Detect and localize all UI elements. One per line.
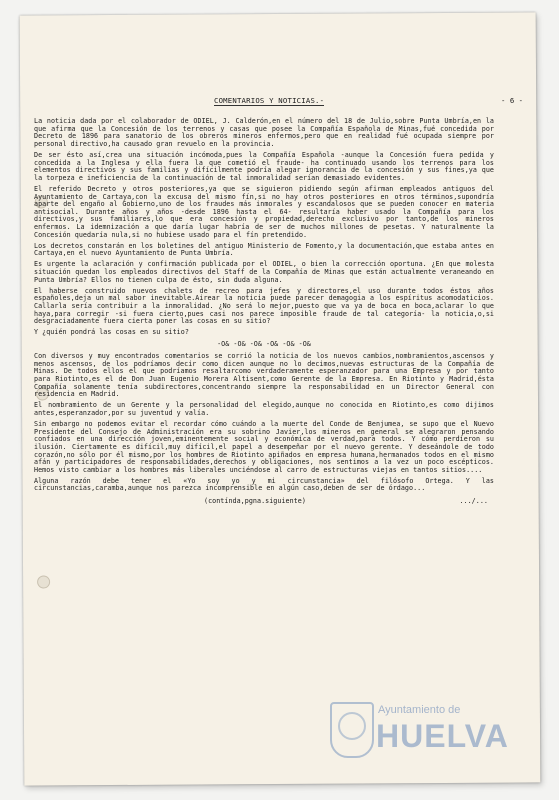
paragraph: El referido Decreto y otros posteriores,ya que se siguieron pidiendo según afirman empleados antiguos del Ayuntamiento de Cartaya,con la excusa del mismo fín,si no hay otros posteriores en otros términos,supondría aparte del engaño al Gobierno,uno de los fraudes más inmorales y escandalosos que se pueden conocer en materia antisocial. Durante años y años -desde 1896 hasta el 64- resultaría haber usado la Compañía para los directivos,y sus familiares,lo que era concesión y propiedad,derecho exclusivo por tanto,de los mineros enfermos. La idemnización a que daría lugar habría de ser de muchos millones de pesetas. Y naturalmente la Concesión quedaría nula,si no hubiese usado para el fín pretendido. <box>34 184 494 239</box>
paragraph: Alguna razón debe tener el «Yo soy yo y mi circunstancia» del filósofo Ortega. Y las circunstancias,caramba,aunque nos parezca incomprensible en algún caso,deben de ser de órdago... <box>34 476 494 493</box>
page-footer <box>34 498 494 508</box>
paragraph: Sin embargo no podemos evitar el recordar cómo cuándo a la muerte del Conde de Benjumea, se supo que el Nuevo Presidente del Consejo de Administración era su sobrino Javier,los mineros en general se alegraron pensando confiados en una dirección joven,eminentemente social y económica de verdad,para todos. Y cómo perdieron su ilusión. Ciertamente es difícil,muy difícil,el papel a desempeñar por el nuevo gerente. Y deseándole de todo corazón,no sólo por él mismo,por los hombres de Riotinto apiñados en empresa humana,hermanados todos en el mismo afán y participadores de responsabilidades,derechos y obligaciones, nos sentimos a la vez un poco escépticos. Hemos visto cambiar a los hombres más liberales unciéndose al carro de estructuras viejas en tantos sitios.... <box>34 420 494 474</box>
document-body <box>34 118 494 508</box>
paragraph: El nombramiento de un Gerente y la personalidad del elegido,aunque no conocida en Riotinto,es como dijimos antes,esperanzador,por su juventud y valía. <box>34 401 494 417</box>
watermark-small-text: Ayuntamiento de <box>378 704 461 716</box>
paragraph: El haberse construido nuevos chalets de recreo para jefes y directores,el uso durante todos éstos años españoles,deja un mal sabor inevitable.Airear la noticia puede parecer demagogia a los espíritus acomodaticios. Callarla sería contribuir a la inmoralidad. ¿No será lo mejor,puesto que va ya de boca en boca,aclarar lo que haya,para corregir -si fuera cierto,pues casi nos parece imposible fraude de tal categoría- la noticia,o,si desgraciadamente fuera cierta poner las cosas en su sitio? <box>34 286 494 326</box>
paragraph: Y ¿quién pondrá las cosas en su sitio? <box>34 328 189 337</box>
paragraph: La noticia dada por el colaborador de ODIEL, J. Calderón,en el número del 18 de Julio,sobre Punta Umbría,en la que afirma que la Concesión de los terrenos y casas que posee la Compañía Española de Minas,fué concedida por Decreto de 1896 para sanatorio de los obreros mineros enfermos,pero que en realidad fué ocupada siempre por personal directivo,ha causado gran revuelo en la provincia. <box>34 117 494 148</box>
section-title: COMENTARIOS Y NOTICIAS.- <box>214 96 325 105</box>
paragraph: Con diversos y muy encontrados comentarios se corrió la noticia de los nuevos cambios,nombramientos,ascensos y menos ascensos, de los podríamos decir como dicen aunque no lo decimos,nuevas estructuras de la Compañía de Minas. De todos ellos el que podríamos resaltarcomo verdaderamente esperanzador para una Empresa y por tanto para Riotinto,es el de Don Juan Eugenio Morera Altisent,como Gerente de la Empresa. En Riotinto y Madrid,ésta Compañía solamente tenía subdirectores,concentrando siempre la responsabilidad en un Director General con residencia en Madrid. <box>34 352 494 399</box>
continued-note: (contínda,pgna.siguiente) <box>204 497 306 506</box>
coat-of-arms-icon <box>330 702 374 758</box>
paragraph: Es urgente la aclaración y confirmación publicada por el ODIEL, o bien la corrección oportuna. ¿En que molesta situación quedan los empleados directivos del Staff de la Compañía de Minas que están actualmente veraneando en Punta Umbría? Ellos no tienen culpa de ésto, sin duda alguna. <box>34 260 494 284</box>
paragraph: Los decretos constarán en los boletines del antiguo Ministerio de Fomento,y la documentación,que estaba antes en Cartaya,en el nuevo Ayuntamiento de Punta Umbría. <box>34 241 494 258</box>
page-number: - 6 - <box>501 96 523 105</box>
continued-dots: .../... <box>459 497 488 506</box>
watermark-big-text: HUELVA <box>376 718 509 754</box>
paragraph: De ser ésto así,crea una situación incómoda,pues la Compañía Española -aunque la Concesión fuera pedida y concedida a la Inglesa y ella fuera la que cometió el fraude- ha continuado usando los terrenos para los elementos directivos y sus familias y difícilmente podría alegar ignorancia de la concesión y sus fines,ya que la torpeza e ineficiencia de la continuación de tal inmoralidad serían demasiado evidentes. <box>34 150 494 182</box>
archive-watermark <box>330 694 520 772</box>
punch-hole <box>37 575 50 588</box>
section-separator: -O& -O& -O& -O& -O& -O& <box>217 339 311 348</box>
page-header <box>24 96 537 108</box>
